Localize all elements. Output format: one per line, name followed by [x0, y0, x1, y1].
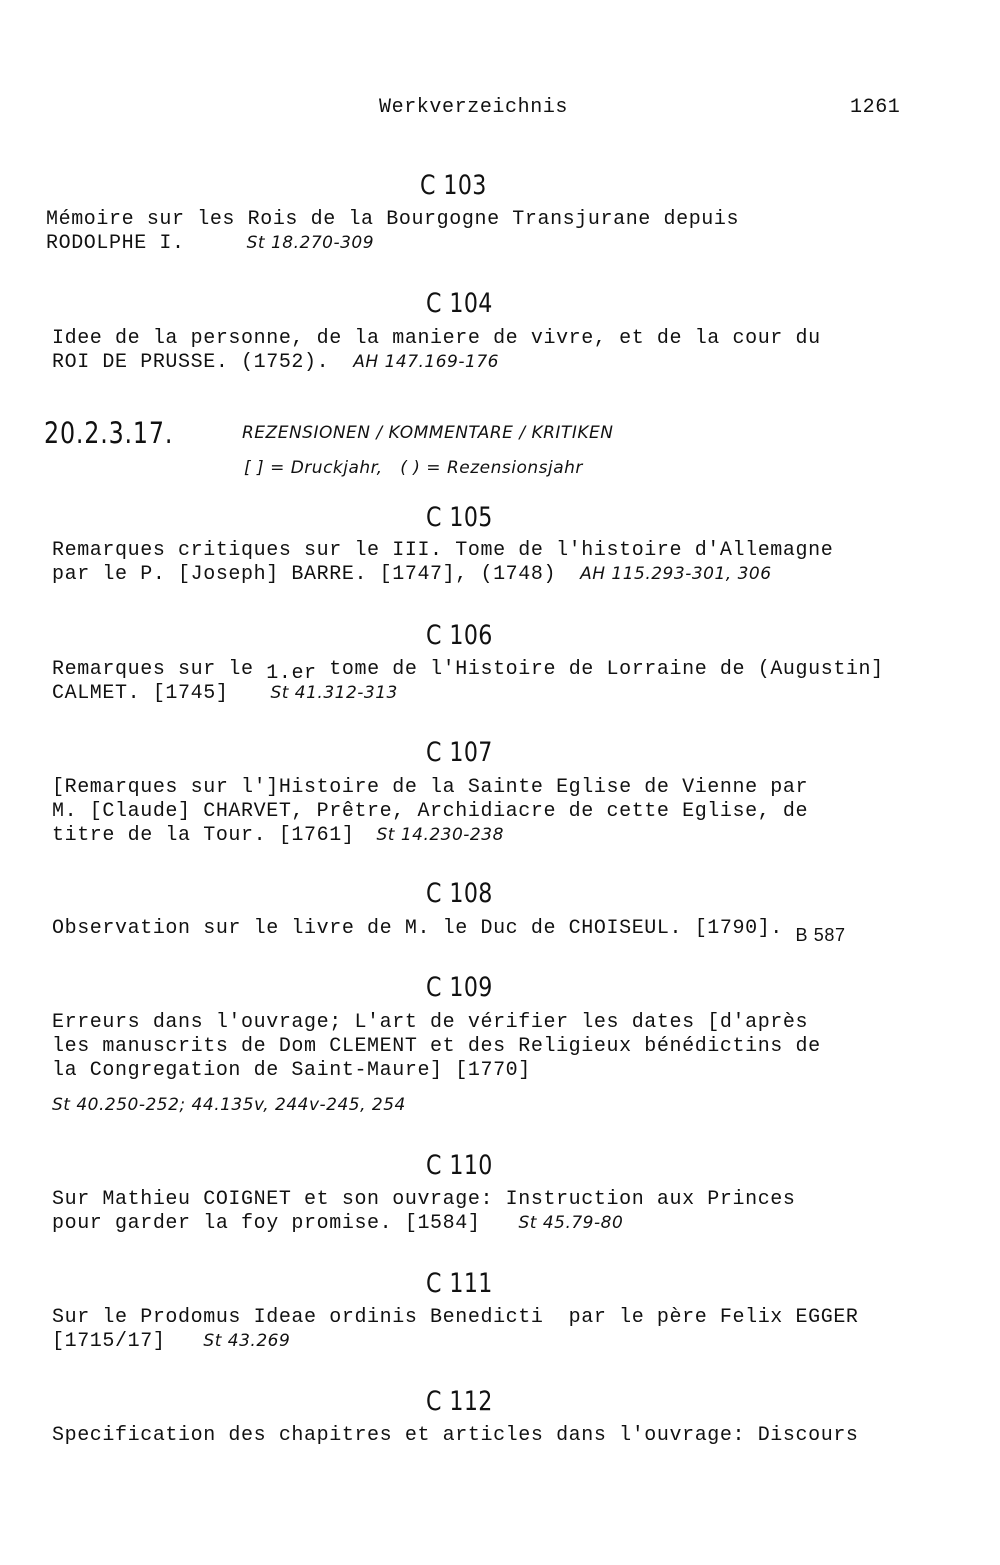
entry-c110-line1: Sur Mathieu COIGNET et son ouvrage: Instruction aux Princes — [52, 1188, 796, 1211]
entry-id-c109: C 109 — [426, 972, 493, 1003]
superscript-ordinal: 1.er — [266, 662, 317, 685]
entry-c106-line2: CALMET. [1745] St 41.312-313 — [52, 682, 398, 705]
entry-c110-line2: pour garder la foy promise. [1584] St 45.79-80 — [52, 1212, 624, 1235]
entry-id-c111: C 111 — [426, 1268, 493, 1299]
entry-c111-line2: [1715/17] St 43.269 — [52, 1330, 291, 1353]
entry-c107-reference: St 14.230-238 — [376, 825, 504, 845]
entry-c109-line3: la Congregation de Saint-Maure] [1770] — [52, 1059, 531, 1082]
entry-c109-line2: les manuscrits de Dom CLEMENT et des Religieux bénédictins de — [52, 1035, 821, 1058]
entry-id-c105: C 105 — [426, 502, 493, 533]
entry-c105-line1: Remarques critiques sur le III. Tome de l'histoire d'Allemagne — [52, 539, 834, 562]
entry-c110-reference: St 45.79-80 — [518, 1213, 624, 1233]
entry-c109-reference: St 40.250-252; 44.135v, 244v-245, 254 — [52, 1095, 406, 1115]
entry-id-c103: C 103 — [420, 170, 487, 201]
entry-c106-line1: Remarques sur le 1.er tome de l'Histoire de Lorraine de (Augustin] — [52, 658, 884, 685]
entry-c107-line1: [Remarques sur l']Histoire de la Sainte Eglise de Vienne par — [52, 776, 809, 799]
entry-c109-line1: Erreurs dans l'ouvrage; L'art de vérifier les dates [d'après — [52, 1011, 809, 1034]
entry-c112-line1: Specification des chapitres et articles dans l'ouvrage: Discours — [52, 1424, 859, 1447]
entry-c103-line1: Mémoire sur les Rois de la Bourgogne Transjurane depuis — [46, 208, 740, 231]
entry-id-c110: C 110 — [426, 1150, 493, 1181]
entry-c111-line1: Sur le Prodomus Ideae ordinis Benedicti par le père Felix EGGER — [52, 1306, 859, 1329]
entry-id-c104: C 104 — [426, 288, 493, 319]
section-title: REZENSIONEN / KOMMENTARE / KRITIKEN — [242, 423, 614, 443]
entry-c107-line3: titre de la Tour. [1761] St 14.230-238 — [52, 824, 504, 847]
entry-id-c106: C 106 — [426, 620, 493, 651]
entry-c111-reference: St 43.269 — [203, 1331, 291, 1351]
section-number: 20.2.3.17. — [44, 416, 174, 450]
entry-c103-line2: RODOLPHE I. St 18.270-309 — [46, 232, 375, 255]
entry-c105-reference: AH 115.293-301, 306 — [580, 564, 772, 584]
entry-id-c112: C 112 — [426, 1386, 493, 1417]
entry-c104-line1: Idee de la personne, de la maniere de vivre, et de la cour du — [52, 327, 821, 350]
page-number: 1261 — [850, 96, 901, 119]
entry-c106-reference: St 41.312-313 — [270, 683, 398, 703]
entry-c105-line2: par le P. [Joseph] BARRE. [1747], (1748) AH 115.293-301, 306 — [52, 563, 772, 586]
entry-c107-line2: M. [Claude] CHARVET, Prêtre, Archidiacre de cette Eglise, de — [52, 800, 809, 823]
entry-id-c107: C 107 — [426, 737, 493, 768]
section-legend: [ ] = Druckjahr, ( ) = Rezensionsjahr — [244, 458, 583, 478]
entry-c108-line1: Observation sur le livre de M. le Duc de CHOISEUL. [1790]. B 587 — [52, 917, 846, 945]
entry-c108-reference: B 587 — [795, 925, 846, 945]
entry-id-c108: C 108 — [426, 878, 493, 909]
entry-c103-reference: St 18.270-309 — [246, 233, 375, 253]
entry-c104-line2: ROI DE PRUSSE. (1752). AH 147.169-176 — [52, 351, 499, 374]
entry-c104-reference: AH 147.169-176 — [353, 352, 499, 372]
running-title: Werkverzeichnis — [379, 96, 569, 119]
